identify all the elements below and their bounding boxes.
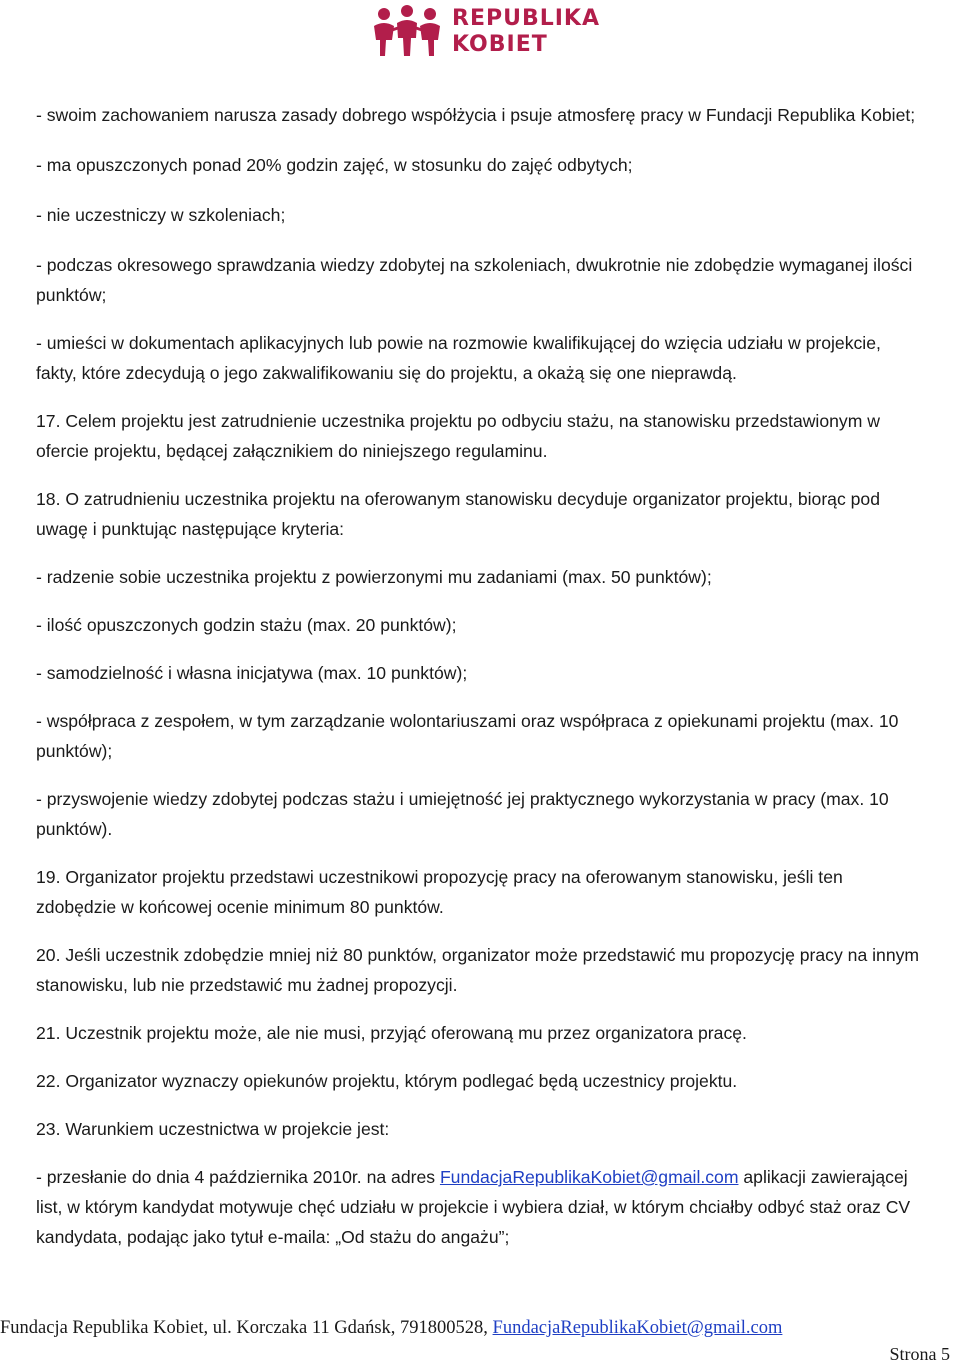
paragraph-23: 23. Warunkiem uczestnictwa w projekcie jest: <box>36 1119 390 1139</box>
condition-application <box>36 1162 926 1252</box>
exclusion-point-absences: - ma opuszczonych ponad 20% godzin zajęć, w stosunku do zajęć odbytych; <box>36 155 633 175</box>
page-number: Strona 5 <box>889 1344 950 1364</box>
paragraph-18: 18. O zatrudnieniu uczestnika projektu na oferowanym stanowisku decyduje organizator projektu, biorąc pod uwagę i punktując następujące kryteria: <box>36 489 881 539</box>
paragraph-21: 21. Uczestnik projektu może, ale nie musi, przyjąć oferowaną mu przez organizatora pracę. <box>36 1023 747 1043</box>
exclusion-point-trainings: - nie uczestniczy w szkoleniach; <box>36 205 286 225</box>
logo-line-republika: REPUBLIKA <box>452 6 601 31</box>
condition-text-after: aplikacji zawierającej list, w którym kandydat motywuje chęć udziału w projekcie i wybiera dział, w którym chciałby odbyć staż oraz CV kandydata, podając jako tytuł e-maila: „Od stażu do angażu”; <box>36 1167 911 1247</box>
criterion-initiative: - samodzielność i własna inicjatywa (max. 10 punktów); <box>36 663 468 683</box>
exclusion-point-false-facts: - umieści w dokumentach aplikacyjnych lub powie na rozmowie kwalifikującej do wzięcia udziału w projekcie, fakty, które zdecydują o jego zakwalifikowaniu się do projektu, a okażą się one nieprawdą. <box>36 333 881 383</box>
exclusion-point-knowledge-check: - podczas okresowego sprawdzania wiedzy zdobytej na szkoleniach, dwukrotnie nie zdobędzie wymaganej ilości punktów; <box>36 255 913 305</box>
condition-text-before: - przesłanie do dnia 4 października 2010r. na adres <box>36 1167 440 1187</box>
logo-line-kobiet: KOBIET <box>452 32 548 57</box>
logo-text <box>452 6 600 58</box>
criterion-knowledge: - przyswojenie wiedzy zdobytej podczas stażu i umiejętność jej praktycznego wykorzystania w pracy (max. 10 punktów). <box>36 789 889 839</box>
paragraph-17: 17. Celem projektu jest zatrudnienie uczestnika projektu po odbyciu stażu, na stanowisku przedstawionym w ofercie projektu, będącej załącznikiem do niniejszego regulaminu. <box>36 411 880 461</box>
footer-address: Fundacja Republika Kobiet, ul. Korczaka 11 Gdańsk, 791800528, <box>0 1318 493 1338</box>
paragraph-19: 19. Organizator projektu przedstawi uczestnikowi propozycję pracy na oferowanym stanowisku, jeśli ten zdobędzie w końcowej ocenie minimum 80 punktów. <box>36 867 843 917</box>
paragraph-22: 22. Organizator wyznaczy opiekunów projektu, którym podlegać będą uczestnicy projektu. <box>36 1071 738 1091</box>
criterion-absences: - ilość opuszczonych godzin stażu (max. 20 punktów); <box>36 615 457 635</box>
criterion-teamwork: - współpraca z zespołem, w tym zarządzanie wolontariuszami oraz współpraca z opiekunami projektu (max. 10 punktów); <box>36 711 899 761</box>
email-link[interactable]: FundacjaRepublikaKobiet@gmail.com <box>439 1167 739 1187</box>
footer-address-line <box>0 1318 782 1339</box>
republika-kobiet-logo-icon <box>372 4 442 60</box>
logo <box>372 2 600 62</box>
paragraph-20: 20. Jeśli uczestnik zdobędzie mniej niż 80 punktów, organizator może przedstawić mu propozycję pracy na innym stanowisku, lub nie przedstawić mu żadnej propozycji. <box>36 945 920 995</box>
document-body <box>36 100 926 1252</box>
exclusion-point-behaviour: - swoim zachowaniem narusza zasady dobrego współżycia i psuje atmosferę pracy w Fundacji Republika Kobiet; <box>36 105 916 125</box>
criterion-tasks: - radzenie sobie uczestnika projektu z powierzonymi mu zadaniami (max. 50 punktów); <box>36 567 712 587</box>
footer-email-link[interactable]: FundacjaRepublikaKobiet@gmail.com <box>492 1318 783 1338</box>
